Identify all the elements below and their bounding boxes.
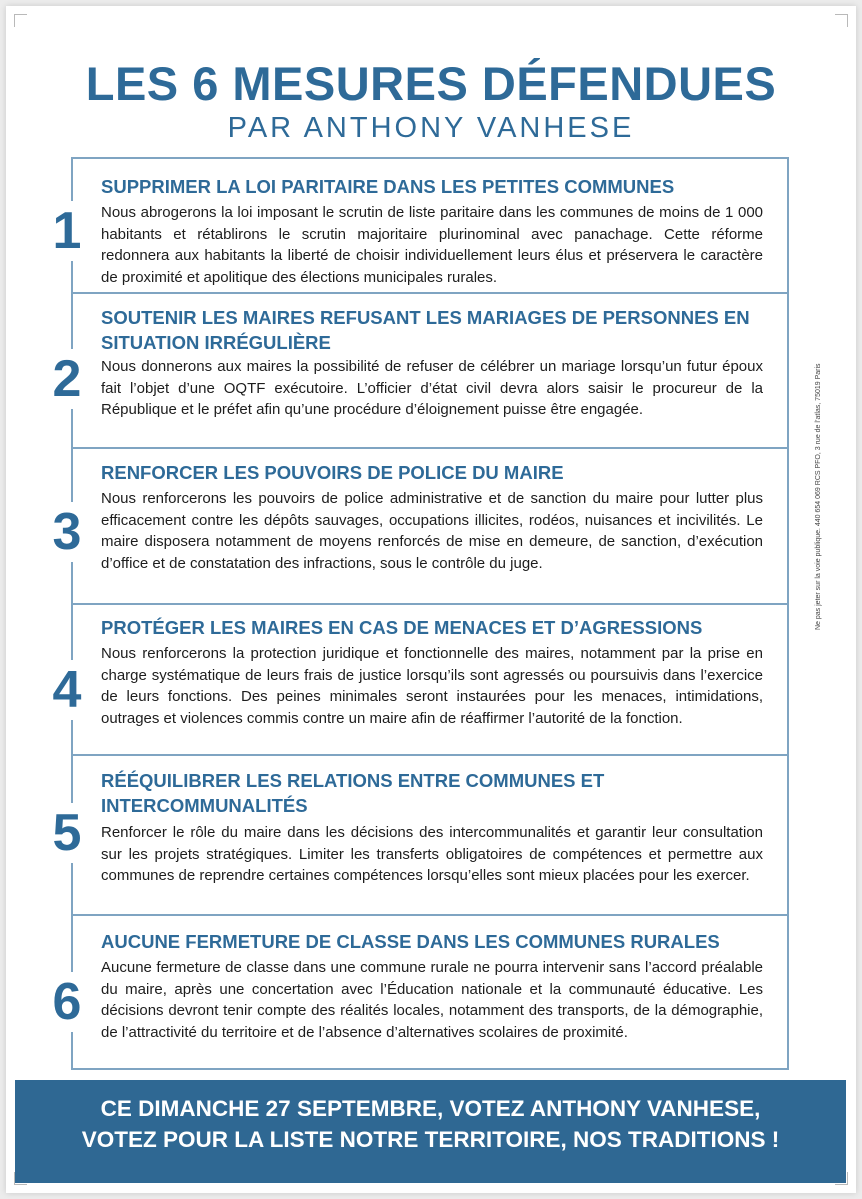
measure-2 [52,292,787,447]
measure-3 [52,447,787,603]
measure-title: AUCUNE FERMETURE DE CLASSE DANS LES COMMUNES RURALES [101,931,720,952]
measure-6 [52,914,787,1068]
measure-body: Renforcer le rôle du maire dans les décisions des intercommunalités et garantir leur consultation sur les projets stratégiques. Limiter les transferts obligatoires de compétences et permettre aux communes de reprendre certaines compétences lorsqu’elles sont mieux placées pour les exercer. [101,824,763,884]
measure-number: 1 [47,201,87,261]
page-title: LES 6 MESURES DÉFENDUES [85,57,777,110]
measure-1 [52,159,787,292]
legal-notice [812,310,826,630]
measure-number: 3 [47,502,87,562]
measure-number: 4 [47,660,87,720]
measure-body: Nous donnerons aux maires la possibilité de refuser de célébrer un mariage lorsqu’un futur époux fait l’objet d’une OQTF exécutoire. L’officier d’état civil devra alors saisir le procureur de la République et le préfet afin qu’une procédure d’éloignement puisse être engagée. [101,358,763,418]
measure-title: RENFORCER LES POUVOIRS DE POLICE DU MAIRE [101,462,564,483]
measures-list [52,157,789,1070]
measure-title: RÉÉQUILIBRER LES RELATIONS ENTRE COMMUNES ET INTERCOMMUNALITÉS [101,770,605,816]
measure-number: 5 [47,803,87,863]
measure-number: 2 [47,349,87,409]
call-to-action-banner [15,1080,846,1183]
crop-mark-top-right [835,14,848,27]
measure-title: PROTÉGER LES MAIRES EN CAS DE MENACES ET D’AGRESSIONS [101,617,703,638]
measure-5 [52,754,787,914]
measure-body: Aucune fermeture de classe dans une commune rurale ne pourra intervenir sans l’accord préalable du maire, après une concertation avec l’Éducation nationale et la communauté éducative. Les décisions devront tenir compte des réalités locales, notamment des transports, de la démographie, de l’attractivité du territoire et de l’absence d’alternatives scolaires de proximité. [101,959,763,1041]
legal-notice-text: Ne pas jeter sur la voie publique. 440 654 069 RCS PFO, 3 rue de l’atlas, 75019 Paris [815,363,822,630]
measure-number: 6 [47,972,87,1032]
measure-title: SUPPRIMER LA LOI PARITAIRE DANS LES PETITES COMMUNES [101,176,675,197]
crop-mark-top-left [14,14,27,27]
measure-4 [52,603,787,754]
banner-line-2: VOTEZ POUR LA LISTE NOTRE TERRITOIRE, NOS TRADITIONS ! [81,1127,780,1152]
measure-body: Nous renforcerons les pouvoirs de police administrative et de sanction du maire pour lutter plus efficacement contre les dépôts sauvages, occupations illicites, rodéos, nuisances et incivilités. Le maire disposera notamment de moyens renforcés de mise en demeure, de sanction, d’exécution d’office et de constatation des infractions, sous le contrôle du juge. [101,490,763,572]
banner-line-1: CE DIMANCHE 27 SEPTEMBRE, VOTEZ ANTHONY VANHESE, [100,1096,761,1121]
measure-body: Nous abrogerons la loi imposant le scrutin de liste paritaire dans les communes de moins de 1 000 habitants et rétablirons le scrutin majoritaire plurinominal avec panachage. Cette réforme redonnera aux habitants la liberté de choisir individuellement leurs élus et préservera le caractère de proximité et apolitique des élections municipales rurales. [101,204,763,286]
measure-title: SOUTENIR LES MAIRES REFUSANT LES MARIAGES DE PERSONNES EN SITUATION IRRÉGULIÈRE [101,307,750,353]
page-subtitle: PAR ANTHONY VANHESE [227,112,635,144]
measure-body: Nous renforcerons la protection juridique et fonctionnelle des maires, notamment par la prise en charge systématique de leurs frais de justice lorsqu’ils sont agressés ou poursuivis dans l’exercice de leurs fonctions. Des peines minimales seront instaurées pour les menaces, intimidations, outrages et violences commis contre un maire afin de réaffirmer l’autorité de la fonction. [101,645,763,727]
